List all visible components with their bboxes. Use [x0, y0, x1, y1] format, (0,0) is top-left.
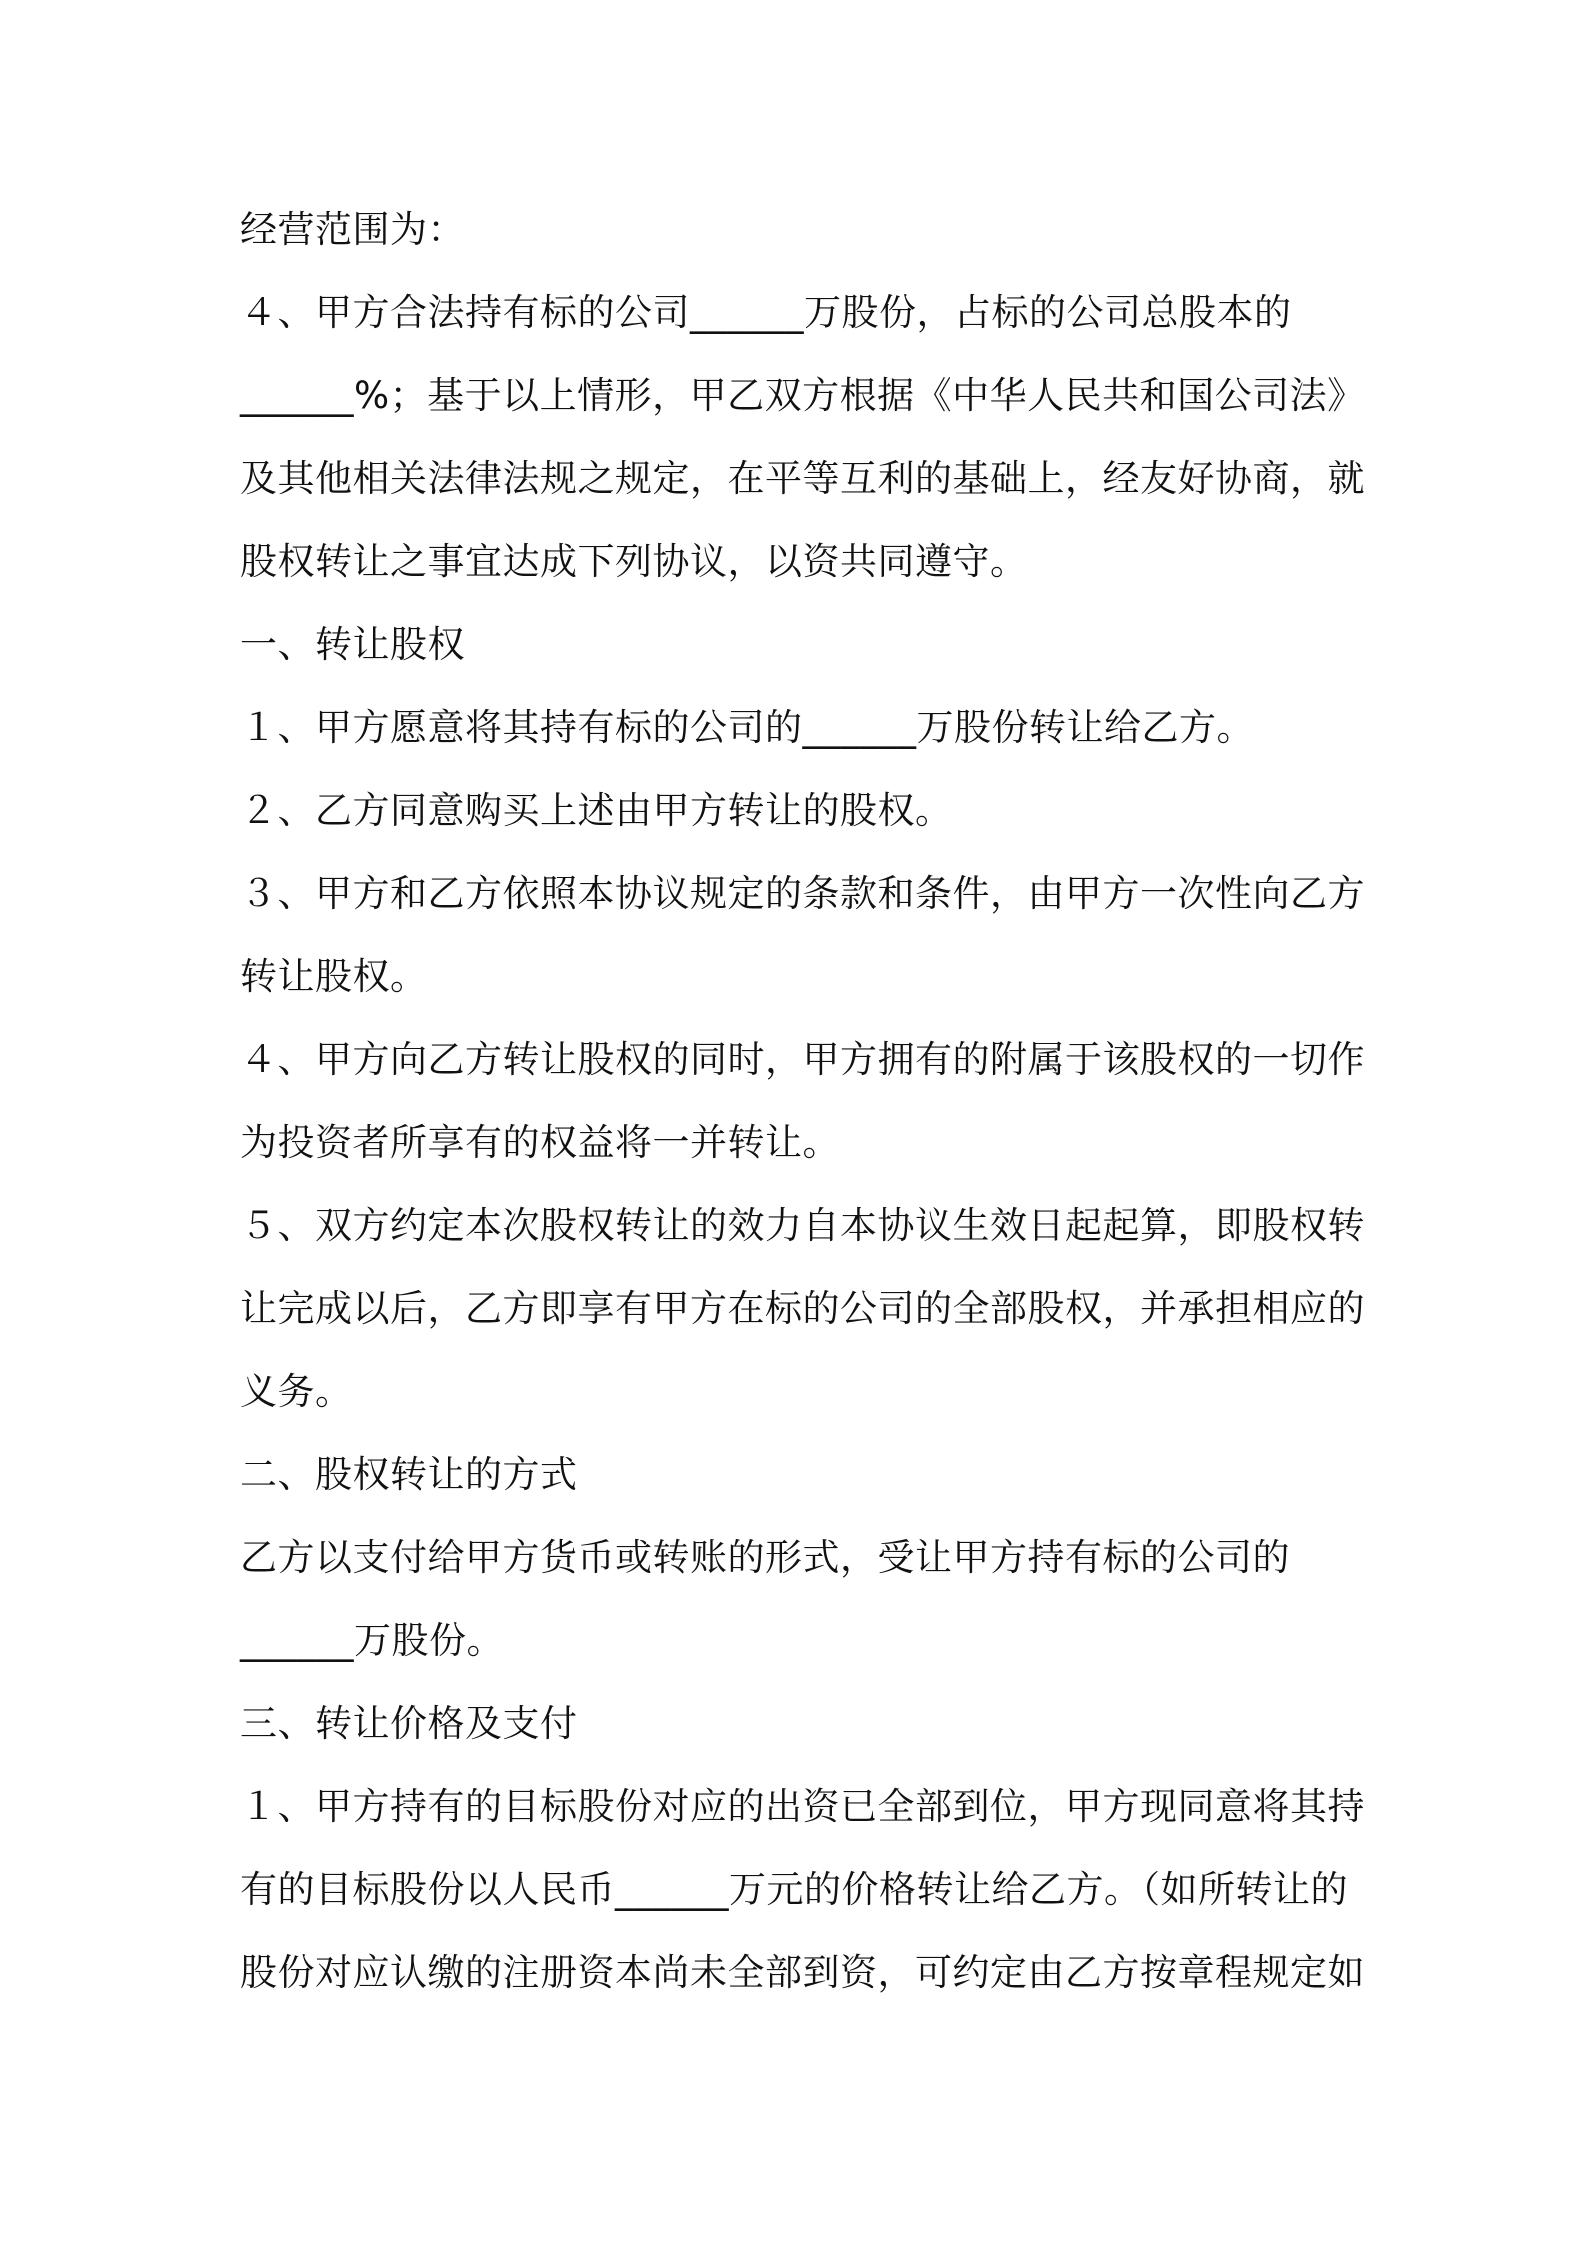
- clause-4-line-4: 股权转让之事宜达成下列协议，以资共同遵守。: [240, 540, 1028, 583]
- section-1-item-3-line-2: 转让股权。: [240, 955, 428, 998]
- section-2-text-line-1: 乙方以支付给甲方货币或转账的形式，受让甲方持有标的公司的: [240, 1536, 1290, 1579]
- clause-4-line-2: ______%；基于以上情形，甲乙双方根据《中华人民共和国公司法》: [240, 374, 1365, 417]
- section-1-item-4-line-2: 为投资者所享有的权益将一并转让。: [240, 1121, 840, 1164]
- section-1-item-1: １、甲方愿意将其持有标的公司的______万股份转让给乙方。: [240, 706, 1254, 749]
- section-1-item-5-line-3: 义务。: [240, 1370, 353, 1413]
- section-1-item-2: ２、乙方同意购买上述由甲方转让的股权。: [240, 789, 953, 832]
- document-body: [240, 188, 1370, 2014]
- business-scope-line: 经营范围为：: [240, 208, 465, 251]
- section-1-item-5-line-2: 让完成以后，乙方即享有甲方在标的公司的全部股权，并承担相应的: [240, 1287, 1365, 1330]
- section-3-item-1-line-3: 股份对应认缴的注册资本尚未全部到资，可约定由乙方按章程规定如: [240, 1951, 1365, 1994]
- section-3-item-1-line-1: １、甲方持有的目标股份对应的出资已全部到位，甲方现同意将其持: [240, 1785, 1365, 1828]
- section-3-heading: 三、转让价格及支付: [240, 1702, 578, 1745]
- section-3-item-1-line-2: 有的目标股份以人民币______万元的价格转让给乙方。（如所转让的: [240, 1868, 1348, 1911]
- section-2-heading: 二、股权转让的方式: [240, 1453, 578, 1496]
- section-1-item-3-line-1: ３、甲方和乙方依照本协议规定的条款和条件，由甲方一次性向乙方: [240, 872, 1365, 915]
- clause-4-line-3: 及其他相关法律法规之规定，在平等互利的基础上，经友好协商，就: [240, 457, 1365, 500]
- section-2-text-line-2: ______万股份。: [240, 1619, 504, 1662]
- section-1-item-5-line-1: ５、双方约定本次股权转让的效力自本协议生效日起起算，即股权转: [240, 1204, 1365, 1247]
- clause-4-line-1: ４、甲方合法持有标的公司______万股份，占标的公司总股本的: [240, 291, 1292, 334]
- section-1-heading: 一、转让股权: [240, 623, 465, 666]
- section-1-item-4-line-1: ４、甲方向乙方转让股权的同时，甲方拥有的附属于该股权的一切作: [240, 1038, 1365, 1081]
